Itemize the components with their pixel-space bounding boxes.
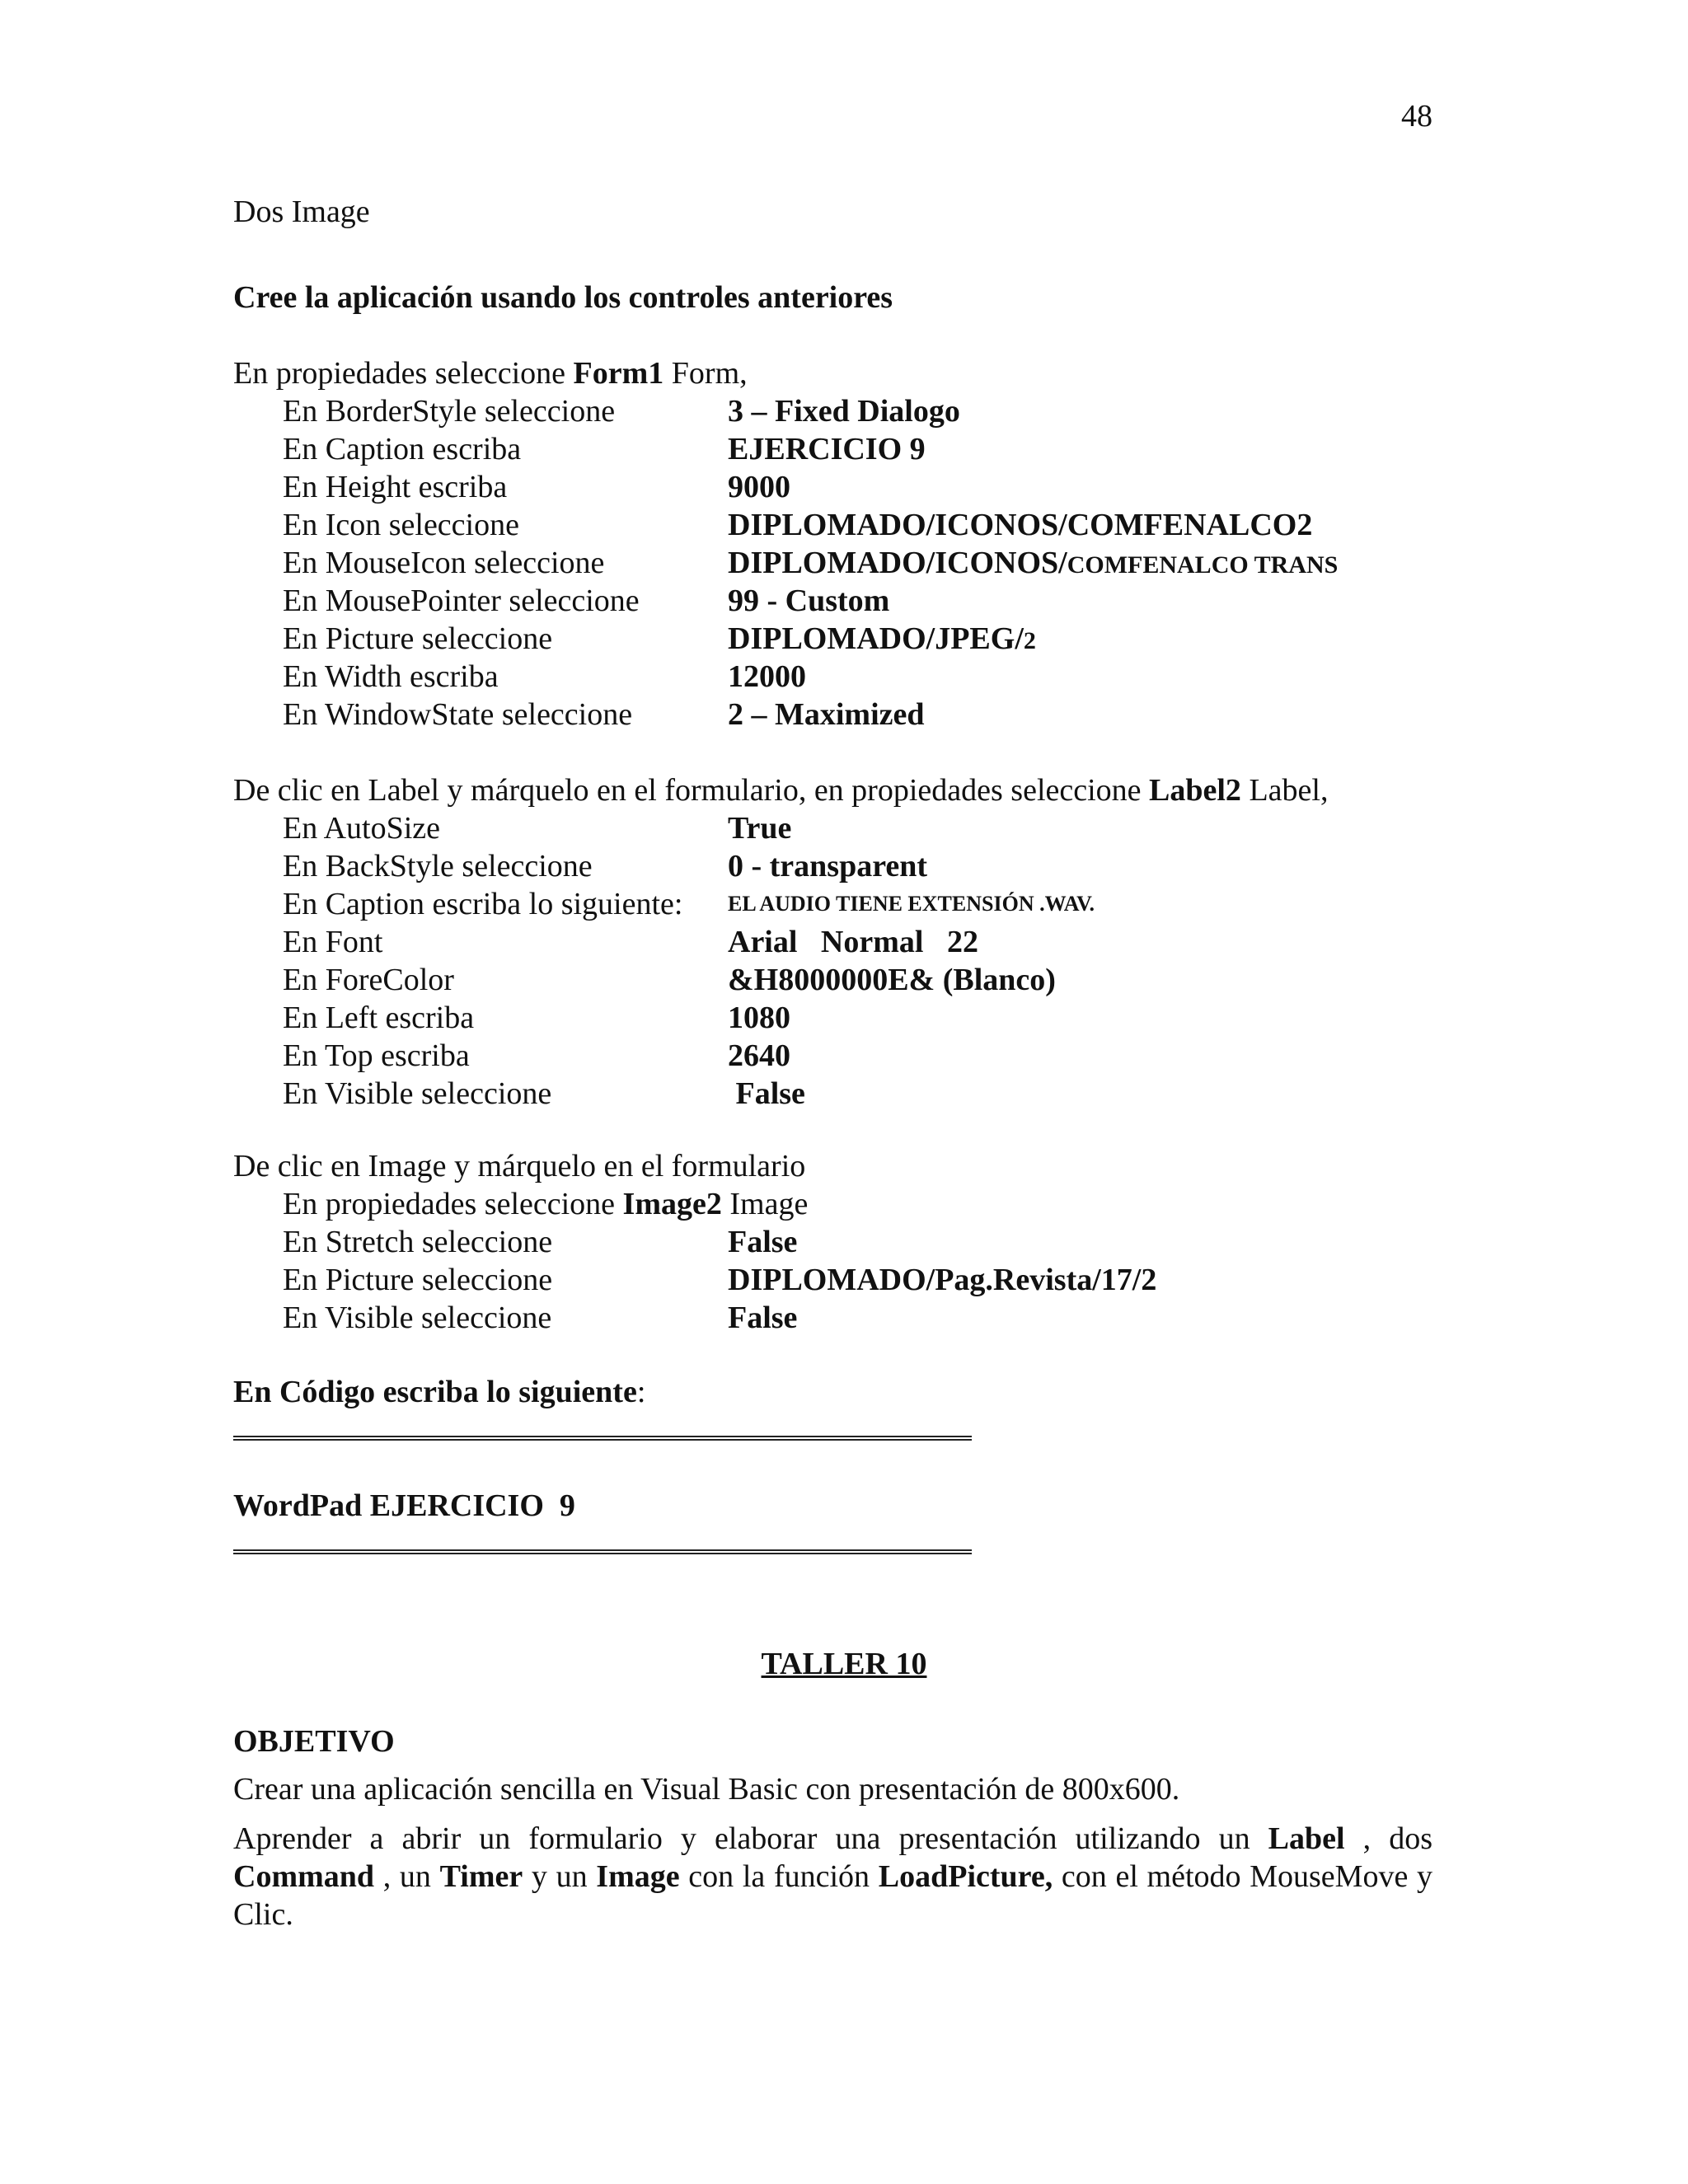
property-value: Arial Normal 22 — [728, 925, 978, 959]
property-value: 9000 — [728, 470, 790, 504]
image-sub-intro: En propiedades seleccione Image2 Image — [283, 1187, 809, 1221]
image-section — [233, 1147, 1432, 1337]
property-label: En ForeColor — [283, 963, 454, 997]
property-value: False — [728, 1301, 798, 1335]
property-value: DIPLOMADO/Pag.Revista/17/2 — [728, 1263, 1157, 1297]
property-row — [233, 1037, 1432, 1075]
property-label: En Visible seleccione — [283, 1076, 552, 1111]
form-intro: En propiedades seleccione Form1 Form, — [233, 356, 748, 391]
property-row — [233, 544, 1432, 582]
double-rule-bottom — [233, 1549, 972, 1554]
property-row — [233, 430, 1432, 468]
property-label: En Top escriba — [283, 1038, 470, 1073]
property-value: EL AUDIO TIENE EXTENSIÓN .WAV. — [728, 892, 1095, 916]
property-row — [233, 1075, 1432, 1113]
property-label: En Icon seleccione — [283, 508, 519, 542]
property-value: False — [728, 1225, 798, 1259]
property-label: En Picture seleccione — [283, 1263, 553, 1297]
property-label: En Caption escriba lo siguiente: — [283, 887, 683, 921]
property-row — [233, 809, 1432, 847]
property-label: En Picture seleccione — [283, 621, 553, 656]
label-name: Label2 — [1149, 773, 1241, 808]
property-label: En Visible seleccione — [283, 1301, 552, 1335]
property-row — [233, 847, 1432, 885]
property-row — [233, 1223, 1432, 1261]
property-value: 2640 — [728, 1038, 790, 1073]
property-row — [233, 696, 1432, 733]
property-value: 12000 — [728, 659, 806, 694]
property-label: En BorderStyle seleccione — [283, 394, 616, 429]
property-row — [233, 620, 1432, 658]
property-value: &H8000000E& (Blanco) — [728, 963, 1056, 997]
property-label: En WindowState seleccione — [283, 697, 633, 732]
wordpad-line: WordPad EJERCICIO 9 — [233, 1488, 575, 1523]
property-row — [233, 658, 1432, 696]
property-row — [233, 1261, 1432, 1299]
property-value: EJERCICIO 9 — [728, 432, 926, 466]
property-row — [233, 923, 1432, 961]
property-row — [233, 392, 1432, 430]
property-value: DIPLOMADO/ICONOS/COMFENALCO2 — [728, 508, 1313, 542]
property-label: En BackStyle seleccione — [283, 849, 593, 883]
property-value: DIPLOMADO/JPEG/2 — [728, 621, 1036, 656]
property-label: En Font — [283, 925, 383, 959]
property-value: 3 – Fixed Dialogo — [728, 394, 960, 429]
property-label: En Caption escriba — [283, 432, 522, 466]
property-row — [233, 582, 1432, 620]
property-label: En Stretch seleccione — [283, 1225, 553, 1259]
property-value: 0 - transparent — [728, 849, 928, 883]
property-row — [233, 468, 1432, 506]
image-intro: De clic en Image y márquelo en el formulario — [233, 1149, 806, 1183]
property-row — [233, 999, 1432, 1037]
objetivo-paragraph-1: Crear una aplicación sencilla en Visual Basic con presentación de 800x600. — [233, 1772, 1180, 1807]
double-rule-top — [233, 1436, 972, 1441]
taller-title: TALLER 10 — [761, 1647, 927, 1681]
property-value: 1080 — [728, 1001, 790, 1035]
dos-image-line: Dos Image — [233, 194, 370, 229]
form-name: Form1 — [573, 356, 664, 391]
create-heading: Cree la aplicación usando los controles anteriores — [233, 280, 893, 315]
objetivo-heading: OBJETIVO — [233, 1724, 395, 1759]
property-label: En MousePointer seleccione — [283, 583, 640, 618]
property-label: En Left escriba — [283, 1001, 475, 1035]
label-section — [233, 771, 1432, 1113]
label-intro: De clic en Label y márquelo en el formulario, en propiedades seleccione Label2 Label, — [233, 773, 1329, 808]
property-value: DIPLOMADO/ICONOS/COMFENALCO TRANS — [728, 546, 1339, 580]
property-label: En Height escriba — [283, 470, 508, 504]
form-section — [233, 354, 1432, 733]
property-value: 99 - Custom — [728, 583, 890, 618]
property-value: True — [728, 811, 792, 846]
image-name: Image2 — [622, 1187, 722, 1221]
page-number: 48 — [1401, 99, 1432, 134]
objetivo-paragraph-2: Aprender a abrir un formulario y elaborar una presentación utilizando un Label , dos Command , un Timer y un Image con la función LoadPicture, con el método MouseMove y Clic. — [233, 1821, 1433, 1932]
code-heading: En Código escriba lo siguiente: — [233, 1375, 646, 1409]
property-value: 2 – Maximized — [728, 697, 925, 732]
property-row — [233, 506, 1432, 544]
property-row — [233, 1299, 1432, 1337]
property-row — [233, 961, 1432, 999]
property-value: False — [728, 1076, 805, 1111]
property-row — [233, 885, 1432, 923]
property-label: En MouseIcon seleccione — [283, 546, 605, 580]
property-label: En Width escriba — [283, 659, 499, 694]
property-label: En AutoSize — [283, 811, 441, 846]
